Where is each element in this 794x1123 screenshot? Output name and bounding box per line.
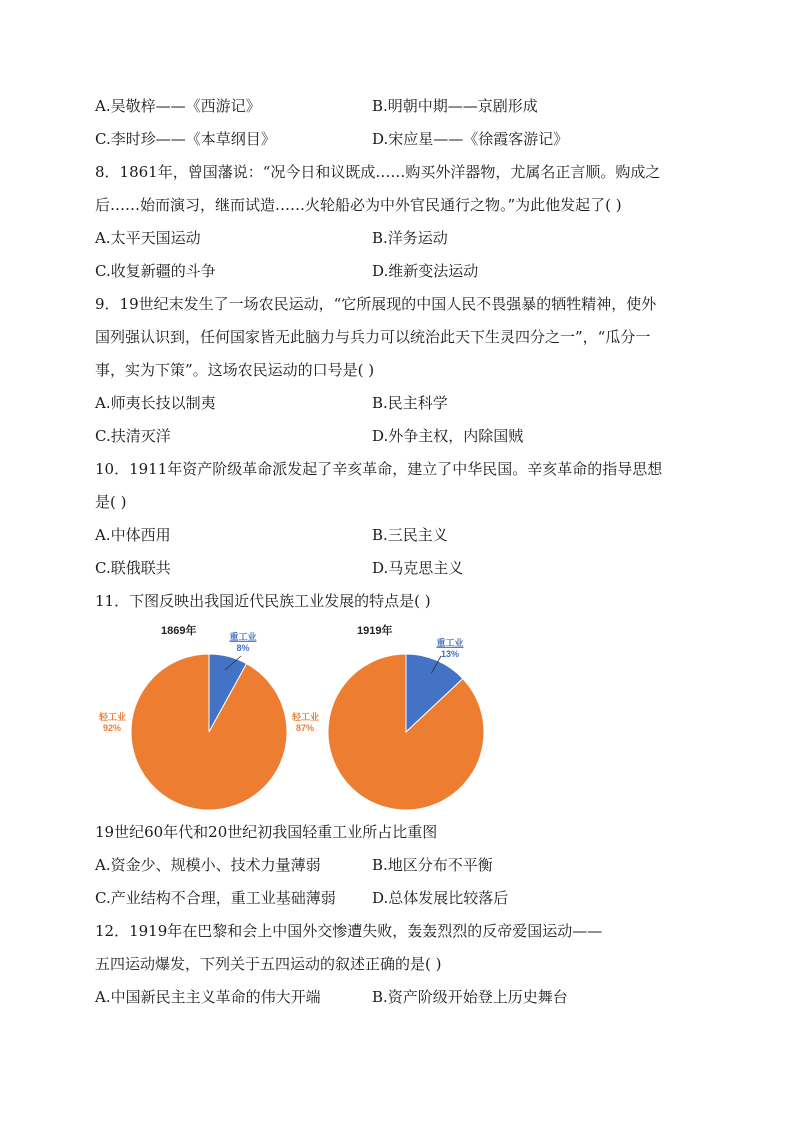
q9-option-b: B.民主科学 [372, 394, 448, 412]
heavy-industry-label: 重工业 [229, 632, 257, 642]
pie-charts-svg [95, 612, 495, 817]
q9-option-a: A.师夷长技以制夷 [95, 394, 216, 412]
q10-option-c: C.联俄联共 [95, 559, 171, 577]
q11-option-d: D.总体发展比较落后 [372, 889, 509, 907]
q7-option-a: A.吴敬梓——《西游记》 [95, 97, 261, 115]
pie-title: 1919年 [357, 625, 393, 637]
q8-stem-line1: 8．1861年，曾国藩说：“况今日和议既成……购买外洋器物，尤属名正言顺。购成之 [95, 163, 661, 181]
heavy-industry-label: 重工业 [436, 638, 464, 648]
q8-stem-line2: 后……始而演习，继而试造……火轮船必为中外官民通行之物。”为此他发起了( ) [95, 196, 622, 214]
q10-option-a: A.中体西用 [95, 526, 171, 544]
q11-stem: 11．下图反映出我国近代民族工业发展的特点是( ) [95, 592, 431, 610]
light-industry-percent: 92% [103, 723, 122, 733]
pie-chart-1869 [98, 623, 287, 810]
pie-slice-light [131, 654, 287, 810]
q12-stem-line2: 五四运动爆发，下列关于五四运动的叙述正确的是( ) [95, 955, 442, 973]
q8-option-b: B.洋务运动 [372, 229, 448, 247]
q9-option-c: C.扶清灭洋 [95, 427, 171, 445]
q11-option-b: B.地区分布不平衡 [372, 856, 493, 874]
q7-option-c: C.李时珍——《本草纲目》 [95, 130, 276, 148]
q12-stem-line1: 12．1919年在巴黎和会上中国外交惨遭失败，轰轰烈烈的反帝爱国运动—— [95, 922, 603, 940]
pie-charts-figure [95, 612, 495, 821]
q11-option-c: C.产业结构不合理，重工业基础薄弱 [95, 889, 336, 907]
q8-option-c: C.收复新疆的斗争 [95, 262, 216, 280]
q8-option-d: D.维新变法运动 [372, 262, 479, 280]
q11-option-a: A.资金少、规模小、技术力量薄弱 [95, 856, 321, 874]
q10-stem-line1: 10．1911年资产阶级革命派发起了辛亥革命，建立了中华民国。辛亥革命的指导思想 [95, 460, 663, 478]
q9-stem-line1: 9．19世纪末发生了一场农民运动，“它所展现的中国人民不畏强暴的牺牲精神，使外 [95, 295, 657, 313]
q9-stem-line2: 国列强认识到，任何国家皆无此脑力与兵力可以统治此天下生灵四分之一”，“瓜分一 [95, 328, 651, 346]
heavy-industry-percent: 8% [236, 643, 250, 653]
q9-stem-line3: 事，实为下策”。这场农民运动的口号是( ) [95, 361, 375, 379]
heavy-industry-percent: 13% [440, 649, 460, 659]
pie-title: 1869年 [161, 625, 197, 637]
q7-option-d: D.宋应星——《徐霞客游记》 [372, 130, 569, 148]
q8-option-a: A.太平天国运动 [95, 229, 201, 247]
q9-option-d: D.外争主权，内除国贼 [372, 427, 524, 445]
pie-chart-1919 [291, 623, 484, 810]
light-industry-label: 轻工业 [99, 712, 127, 722]
q10-option-d: D.马克思主义 [372, 559, 464, 577]
q12-option-b: B.资产阶级开始登上历史舞台 [372, 988, 568, 1006]
q11-figure-caption: 19世纪60年代和20世纪初我国轻重工业所占比重图 [95, 823, 438, 841]
light-industry-percent: 87% [296, 723, 315, 733]
q12-option-a: A.中国新民主主义革命的伟大开端 [95, 988, 321, 1006]
light-industry-label: 轻工业 [292, 712, 320, 722]
q10-stem-line2: 是( ) [95, 493, 127, 511]
q7-option-b: B.明朝中期——京剧形成 [372, 97, 538, 115]
q10-option-b: B.三民主义 [372, 526, 448, 544]
